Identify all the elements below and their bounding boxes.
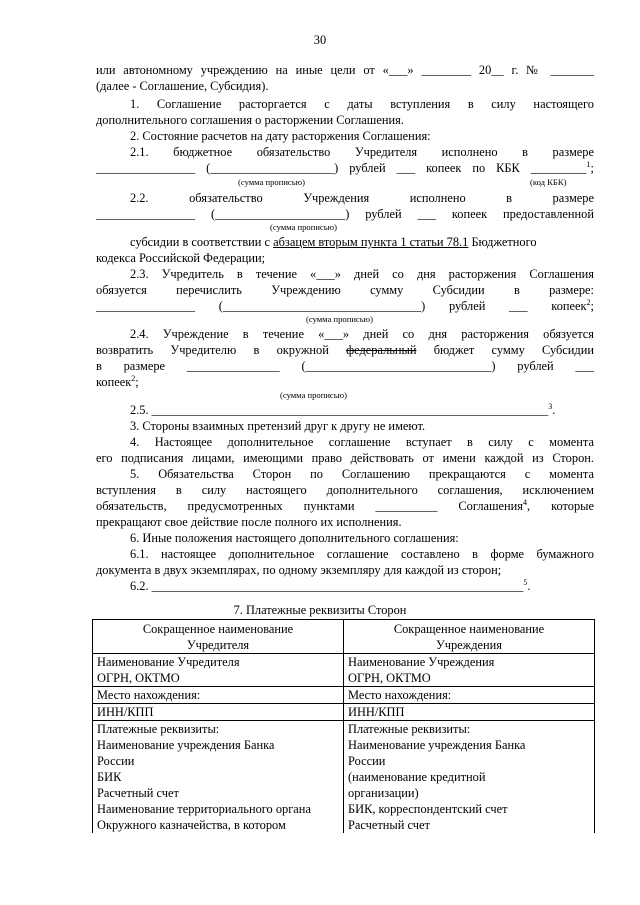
cell-text: Наименование учреждения Банка — [97, 738, 275, 752]
cell-text: Расчетный счет — [97, 786, 179, 800]
table-row — [93, 687, 595, 704]
text-line: его подписания лицами, имеющими право действовать от имени каждой из Сторон. — [96, 451, 594, 465]
text-line: дополнительного соглашения о расторжении Соглашения. — [96, 113, 404, 127]
text-fragment: 6.2. ____________________________________________________________ — [130, 579, 524, 593]
text-line: 2. Состояние расчетов на дату расторжения Соглашения: — [130, 129, 431, 143]
text-fragment: обязательств, предусмотренных пунктами __________ Соглашения — [96, 499, 524, 513]
header-cell-institution — [344, 620, 595, 654]
caption-amount-words: (сумма прописью) — [280, 390, 347, 400]
text-line — [130, 234, 594, 250]
cell-text: Учредителя — [186, 638, 250, 652]
text-fragment: , которые — [527, 499, 594, 513]
cell-text: Расчетный счет — [348, 818, 430, 832]
cell-text: БИК — [97, 770, 122, 784]
text-line: в размере _______________ (______________________________) рублей ___ — [96, 359, 594, 373]
footnote-marker: 1 — [586, 160, 591, 169]
text-fragment: 2.5. ________________________________________________________________ — [130, 403, 549, 417]
text-fragment: ; — [590, 299, 594, 313]
text-fragment: ; — [590, 161, 594, 175]
cell-text: ОГРН, ОКТМО — [348, 671, 431, 685]
payment-details-table — [92, 619, 595, 833]
table-row — [93, 654, 595, 687]
table-cell — [93, 721, 344, 834]
text-line — [96, 374, 594, 390]
cell-text: Сокращенное наименование — [393, 622, 545, 636]
text-line: (далее - Соглашение, Субсидия). — [96, 79, 269, 93]
footnote-marker: 4 — [523, 498, 528, 507]
text-line: 6. Иные положения настоящего дополнительного соглашения: — [130, 531, 459, 545]
table-row — [93, 704, 595, 721]
cell-text: организации) — [348, 786, 419, 800]
section-title: 7. Платежные реквизиты Сторон — [233, 603, 407, 617]
text-fragment: ________________ (________________________________) рублей ___ копеек — [96, 299, 587, 313]
text-fragment: . — [527, 579, 531, 593]
header-cell-founder — [93, 620, 344, 654]
text-line: 3. Стороны взаимных претензий друг к другу не имеют. — [130, 419, 426, 433]
text-line: 2.2. обязательство Учреждения исполнено в размере — [130, 191, 594, 205]
text-line: обязуется перечислить Учреждению сумму Субсидии в размере: — [96, 283, 594, 297]
table-cell — [344, 721, 595, 834]
text-fragment: ; — [135, 375, 139, 389]
cell-text: БИК, корреспондентский счет — [348, 802, 508, 816]
cell-text: ОГРН, ОКТМО — [97, 671, 180, 685]
text-fragment: субсидии в соответствии с — [130, 235, 274, 249]
cell-text: России — [348, 754, 386, 768]
text-fragment: возвратить Учредителю в окружной — [96, 343, 347, 357]
text-fragment: бюджет сумму Субсидии — [416, 343, 594, 357]
footnote-marker: 3 — [548, 402, 553, 411]
law-reference-link[interactable]: абзацем вторым пункта 1 статьи 78.1 — [273, 235, 469, 249]
cell-text: Сокращенное наименование — [142, 622, 294, 636]
text-line: 2.3. Учредитель в течение «___» дней со дня расторжения Соглашения — [130, 267, 594, 281]
cell-text: Наименование Учредителя — [97, 655, 240, 669]
cell-text: Платежные реквизиты: — [97, 722, 220, 736]
table-header-row — [93, 620, 595, 654]
text-line — [96, 298, 594, 314]
table-cell — [344, 687, 595, 704]
table-row — [93, 721, 595, 834]
text-fragment: ________________ (____________________) рублей ___ копеек по КБК _________ — [96, 161, 587, 175]
text-line: 2.1. бюджетное обязательство Учредителя исполнено в размере — [130, 145, 594, 159]
text-fragment: копеек — [96, 375, 132, 389]
text-line — [130, 578, 594, 594]
text-fragment: . — [552, 403, 556, 417]
text-line — [96, 160, 594, 176]
table-cell — [93, 654, 344, 687]
cell-text: России — [97, 754, 135, 768]
text-line: кодекса Российской Федерации; — [96, 251, 266, 265]
text-line — [130, 402, 594, 418]
cell-text: Учреждения — [435, 638, 503, 652]
cell-text: Наименование территориального органа — [97, 802, 311, 816]
footnote-marker: 2 — [131, 374, 136, 383]
cell-text: Платежные реквизиты: — [348, 722, 471, 736]
text-line: 1. Соглашение расторгается с даты вступления в силу настоящего — [130, 97, 594, 111]
cell-text: Наименование Учреждения — [348, 655, 495, 669]
cell-text: Наименование учреждения Банка — [348, 738, 526, 752]
text-line: или автономному учреждению на иные цели от «___» ________ 20__ г. № _______ — [96, 63, 594, 77]
cell-text: (наименование кредитной — [348, 770, 486, 784]
table-cell — [344, 654, 595, 687]
struck-text: федеральный — [346, 343, 417, 357]
table-cell — [93, 687, 344, 704]
page-number: 30 — [313, 33, 327, 47]
text-line: 4. Настоящее дополнительное соглашение вступает в силу с момента — [130, 435, 594, 449]
cell-text: ИНН/КПП — [348, 705, 405, 719]
caption-amount-words: (сумма прописью) — [270, 222, 337, 232]
table-cell — [93, 704, 344, 721]
cell-text: Место нахождения: — [97, 688, 201, 702]
caption-amount-words: (сумма прописью) — [238, 177, 305, 187]
text-fragment: Бюджетного — [468, 235, 537, 249]
cell-text: Окружного казначейства, в котором — [97, 818, 286, 832]
text-line — [96, 342, 594, 358]
caption-amount-words: (сумма прописью) — [306, 314, 373, 324]
text-line: 6.1. настоящее дополнительное соглашение составлено в форме бумажного — [130, 547, 594, 561]
cell-text: ИНН/КПП — [97, 705, 154, 719]
text-line: прекращают свое действие после полного их исполнения. — [96, 515, 402, 529]
footnote-marker: 5 — [523, 578, 528, 587]
footnote-marker: 2 — [586, 298, 591, 307]
table-cell — [344, 704, 595, 721]
text-line: документа в двух экземплярах, по одному экземпляру для каждой из сторон; — [96, 563, 502, 577]
text-line: вступления в силу настоящего дополнительного соглашения, исключением — [96, 483, 594, 497]
text-line: 5. Обязательства Сторон по Соглашению прекращаются с момента — [130, 467, 594, 481]
text-line — [96, 498, 594, 514]
caption-kbk-code: (код КБК) — [530, 177, 567, 187]
cell-text: Место нахождения: — [348, 688, 452, 702]
text-line: ________________ (_____________________) рублей ___ копеек предоставленной — [96, 207, 594, 221]
text-line: 2.4. Учреждение в течение «___» дней со дня расторжения обязуется — [130, 327, 594, 341]
